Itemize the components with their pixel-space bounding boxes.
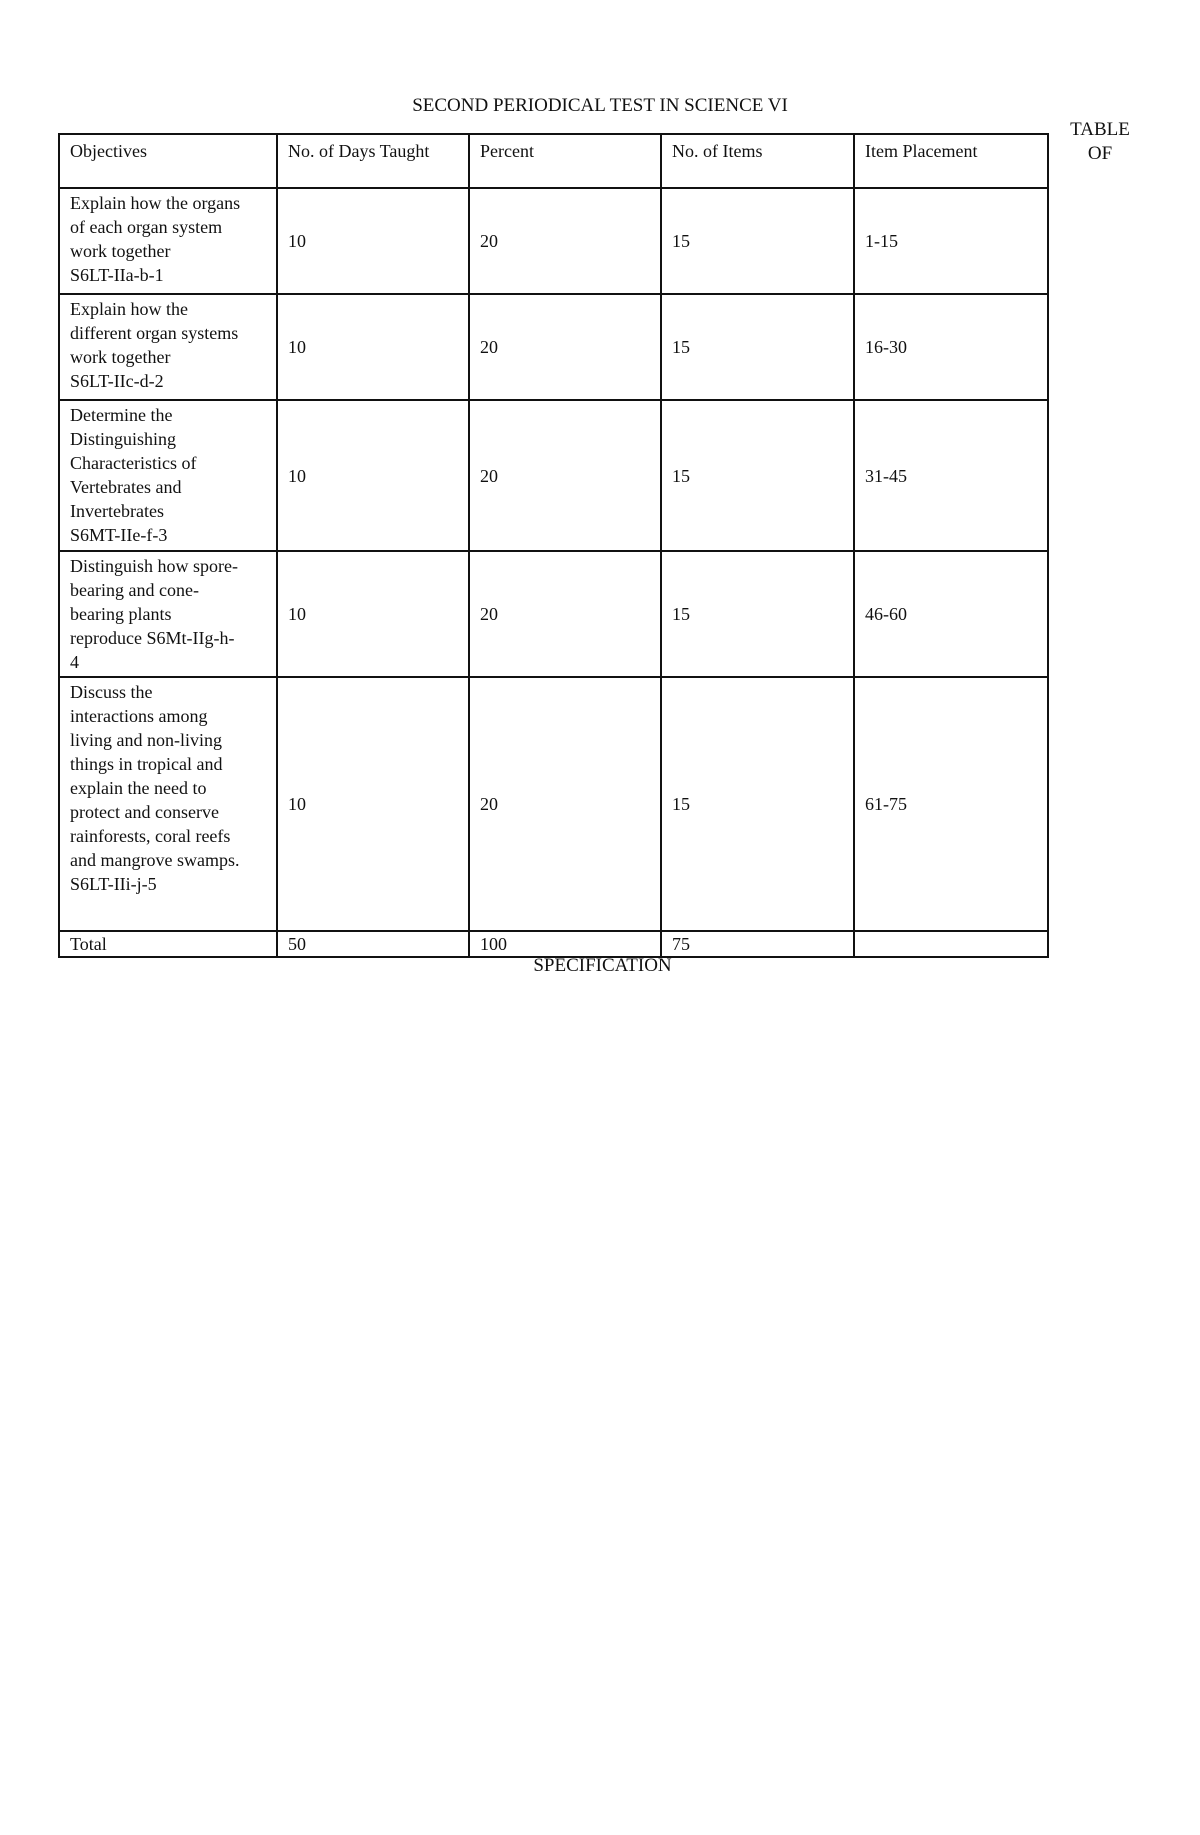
objective-code: S6LT-IIc-d-2 <box>70 371 164 391</box>
objective-line: Determine the <box>70 405 173 425</box>
objective-line: protect and conserve <box>70 802 219 822</box>
objective-line: things in tropical and <box>70 754 223 774</box>
header-days-taught: No. of Days Taught <box>277 134 469 188</box>
document-title: SECOND PERIODICAL TEST IN SCIENCE VI <box>412 95 788 116</box>
total-items: 75 <box>661 931 854 957</box>
objective-line: explain the need to <box>70 778 207 798</box>
objective-cell <box>59 294 277 400</box>
objective-line: of each organ system <box>70 217 223 237</box>
objective-line: work together <box>70 241 171 261</box>
table-row <box>59 188 1048 294</box>
total-label: Total <box>59 931 277 957</box>
placement-cell: 61-75 <box>854 677 1048 931</box>
table-header-row <box>59 134 1048 188</box>
days-cell: 10 <box>277 677 469 931</box>
objective-line: work together <box>70 347 171 367</box>
placement-cell: 16-30 <box>854 294 1048 400</box>
placement-cell: 46-60 <box>854 551 1048 677</box>
objective-line: Explain how the <box>70 299 188 319</box>
side-label-line-2: OF <box>1087 143 1113 164</box>
objective-cell <box>59 188 277 294</box>
objective-code: S6LT-IIa-b-1 <box>70 265 164 285</box>
days-cell: 10 <box>277 400 469 551</box>
objective-line: bearing and cone- <box>70 580 199 600</box>
percent-cell: 20 <box>469 400 661 551</box>
objective-line: Discuss the <box>70 682 153 702</box>
objective-line: bearing plants <box>70 604 172 624</box>
table-row <box>59 400 1048 551</box>
placement-cell: 1-15 <box>854 188 1048 294</box>
objective-line: Vertebrates and <box>70 477 182 497</box>
objective-line: Characteristics of <box>70 453 197 473</box>
objective-line: interactions among <box>70 706 208 726</box>
objective-line: rainforests, coral reefs <box>70 826 231 846</box>
percent-cell: 20 <box>469 551 661 677</box>
items-cell: 15 <box>661 551 854 677</box>
percent-cell: 20 <box>469 188 661 294</box>
header-percent: Percent <box>469 134 661 188</box>
objective-cell <box>59 677 277 931</box>
objective-code: S6MT-IIe-f-3 <box>70 525 168 545</box>
objective-line: different organ systems <box>70 323 239 343</box>
items-cell: 15 <box>661 188 854 294</box>
objective-line: Invertebrates <box>70 501 164 521</box>
table-row <box>59 551 1048 677</box>
side-label <box>1055 118 1145 166</box>
table-row <box>59 677 1048 931</box>
total-percent: 100 <box>469 931 661 957</box>
placement-cell: 31-45 <box>854 400 1048 551</box>
objective-line: Distinguishing <box>70 429 177 449</box>
objective-code: S6LT-IIi-j-5 <box>70 874 157 894</box>
days-cell: 10 <box>277 188 469 294</box>
objective-cell <box>59 400 277 551</box>
objective-cell <box>59 551 277 677</box>
items-cell: 15 <box>661 400 854 551</box>
footer-label: SPECIFICATION <box>533 955 672 976</box>
objective-line: living and non-living <box>70 730 222 750</box>
days-cell: 10 <box>277 294 469 400</box>
total-days: 50 <box>277 931 469 957</box>
items-cell: 15 <box>661 677 854 931</box>
table-row <box>59 294 1048 400</box>
side-label-line-1: TABLE <box>1070 119 1130 140</box>
total-row <box>59 931 1048 957</box>
header-no-of-items: No. of Items <box>661 134 854 188</box>
percent-cell: 20 <box>469 677 661 931</box>
objective-line: Explain how the organs <box>70 193 241 213</box>
days-cell: 10 <box>277 551 469 677</box>
objective-line: 4 <box>70 652 79 672</box>
items-cell: 15 <box>661 294 854 400</box>
objective-line: and mangrove swamps. <box>70 850 240 870</box>
objective-line: reproduce S6Mt-IIg-h- <box>70 628 235 648</box>
percent-cell: 20 <box>469 294 661 400</box>
header-objectives: Objectives <box>59 134 277 188</box>
total-placement <box>854 931 1048 957</box>
header-item-placement: Item Placement <box>854 134 1048 188</box>
table-of-specification <box>58 133 1049 958</box>
objective-line: Distinguish how spore- <box>70 556 238 576</box>
